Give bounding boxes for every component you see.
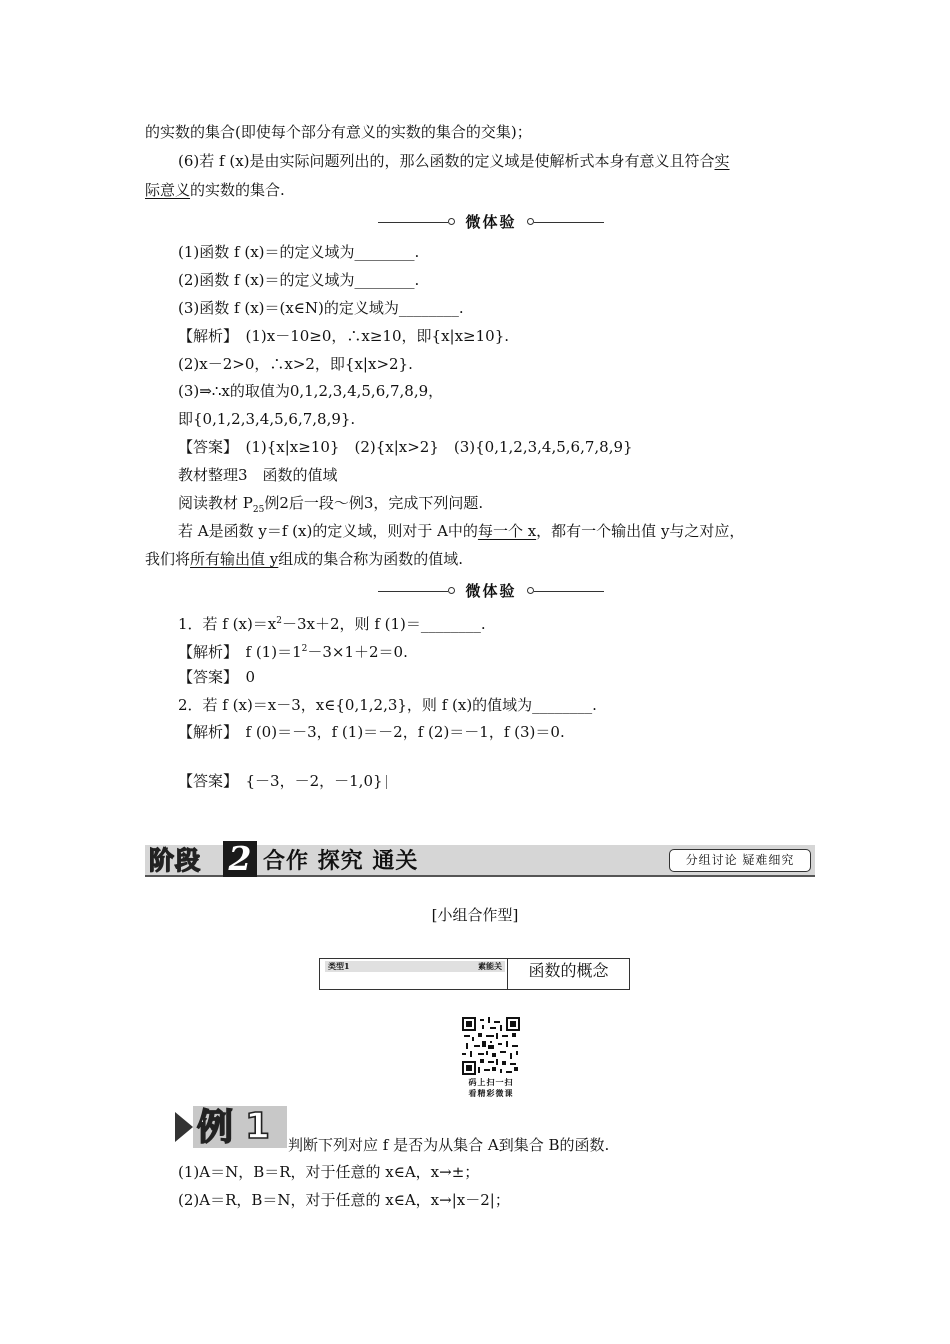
text-span: 的实数的集合. xyxy=(190,181,285,199)
type-name: 函数的概念 xyxy=(528,961,609,980)
banner-stage-label: 阶段 xyxy=(149,846,202,875)
question-2: (2)函数 f (x)＝的定义域为________. xyxy=(178,271,420,289)
text-cursor xyxy=(386,775,387,789)
text-line xyxy=(178,521,744,541)
qr-caption: 看精彩微课 xyxy=(468,1088,514,1098)
analysis-line xyxy=(178,639,408,662)
text-span: 【答案】 {－3，－2，－1,0} xyxy=(178,772,383,790)
analysis-line: (2)x－2>0，∴x>2，即{x|x>2}. xyxy=(178,355,413,373)
qr-caption: 码上扫一扫 xyxy=(468,1077,514,1087)
example-label xyxy=(175,1106,287,1148)
underlined-text: 实 xyxy=(714,152,730,170)
text-line xyxy=(145,549,463,569)
superscript: 2 xyxy=(301,644,308,654)
analysis-line: 【解析】 f (0)＝－3，f (1)＝－2，f (2)＝－1，f (3)＝0. xyxy=(178,723,565,741)
divider-label: 微体验 xyxy=(465,213,517,231)
type-label: 类型1 xyxy=(328,961,350,971)
analysis-line: (3)⇒∴x的取值为0,1,2,3,4,5,6,7,8,9， xyxy=(178,382,444,400)
underlined-text: 每一个 x xyxy=(477,522,537,540)
text-span: －3×1＋2＝0. xyxy=(307,643,408,661)
example-item: (2)A＝R，B＝N，对于任意的 x∈A，x→|x－2|； xyxy=(178,1191,510,1209)
text-span: 1．若 f (x)＝x xyxy=(178,615,277,633)
text-span: 例2后一段～例3，完成下列问题. xyxy=(264,494,484,512)
text-span: 若 A是函数 y＝f (x)的定义域，则对于 A中的 xyxy=(178,522,478,540)
text-span: (6)若 f (x)是由实际问题列出的，那么函数的定义域是使解析式本身有意义且符合 xyxy=(178,152,715,170)
underlined-text: 所有输出值 y xyxy=(190,550,279,568)
subheading: [小组合作型] xyxy=(431,906,519,924)
arrow-icon xyxy=(175,1112,193,1142)
text-line xyxy=(178,493,483,520)
superscript: 2 xyxy=(276,616,282,626)
stage-banner xyxy=(145,839,815,878)
answer-line: 【答案】 0 xyxy=(178,668,256,686)
banner-stage-number: 2 xyxy=(223,841,257,877)
answer-line xyxy=(178,771,387,791)
analysis-line: 【解析】 (1)x－10≥0，∴x≥10，即{x|x≥10}. xyxy=(178,327,510,345)
problem-1 xyxy=(178,611,486,634)
text-span: 【解析】 f (1)＝1 xyxy=(178,643,302,661)
type-box-strip xyxy=(325,961,505,972)
text-line xyxy=(178,151,730,171)
type-level: 素能关 xyxy=(478,961,502,971)
text-span: －3x＋2，则 f (1)＝________. xyxy=(282,615,486,633)
example-text: 例 xyxy=(197,1106,234,1148)
example-question: 判断下列对应 f 是否为从集合 A到集合 B的函数. xyxy=(288,1136,610,1154)
banner-tag: 分组讨论 疑难细究 xyxy=(669,849,811,872)
question-3: (3)函数 f (x)＝(x∈N)的定义域为________. xyxy=(178,299,464,317)
answer-line: 【答案】 (1){x|x≥10} (2){x|x>2} (3){0,1,2,3,4,5,6,7,8,9} xyxy=(178,438,633,456)
text-span: 我们将 xyxy=(145,550,191,568)
section-divider xyxy=(378,212,604,232)
text-line: 的实数的集合(即使每个部分有意义的实数的集合的交集)； xyxy=(145,123,532,141)
example-number: 1 xyxy=(245,1106,271,1147)
text-line xyxy=(145,180,285,200)
analysis-line: 即{0,1,2,3,4,5,6,7,8,9}. xyxy=(178,410,356,428)
problem-2: 2．若 f (x)＝x－3，x∈{0,1,2,3}，则 f (x)的值域为________. xyxy=(178,696,597,714)
section-heading: 教材整理3 函数的值域 xyxy=(178,466,338,484)
section-divider xyxy=(378,581,604,601)
example-item: (1)A＝N，B＝R，对于任意的 x∈A，x→±； xyxy=(178,1163,480,1181)
question-1: (1)函数 f (x)＝的定义域为________. xyxy=(178,243,420,261)
banner-title: 合作 探究 通关 xyxy=(263,848,419,874)
divider-label: 微体验 xyxy=(465,582,517,600)
qr-code-icon[interactable] xyxy=(462,1017,520,1075)
underlined-text: 际意义 xyxy=(145,181,191,199)
type-box xyxy=(319,958,630,990)
text-span: 阅读教材 P xyxy=(178,494,253,512)
text-span: 组成的集合称为函数的值域. xyxy=(278,550,464,568)
text-span: ，都有一个输出值 y与之对应， xyxy=(536,522,745,540)
subscript: 25 xyxy=(252,505,265,515)
